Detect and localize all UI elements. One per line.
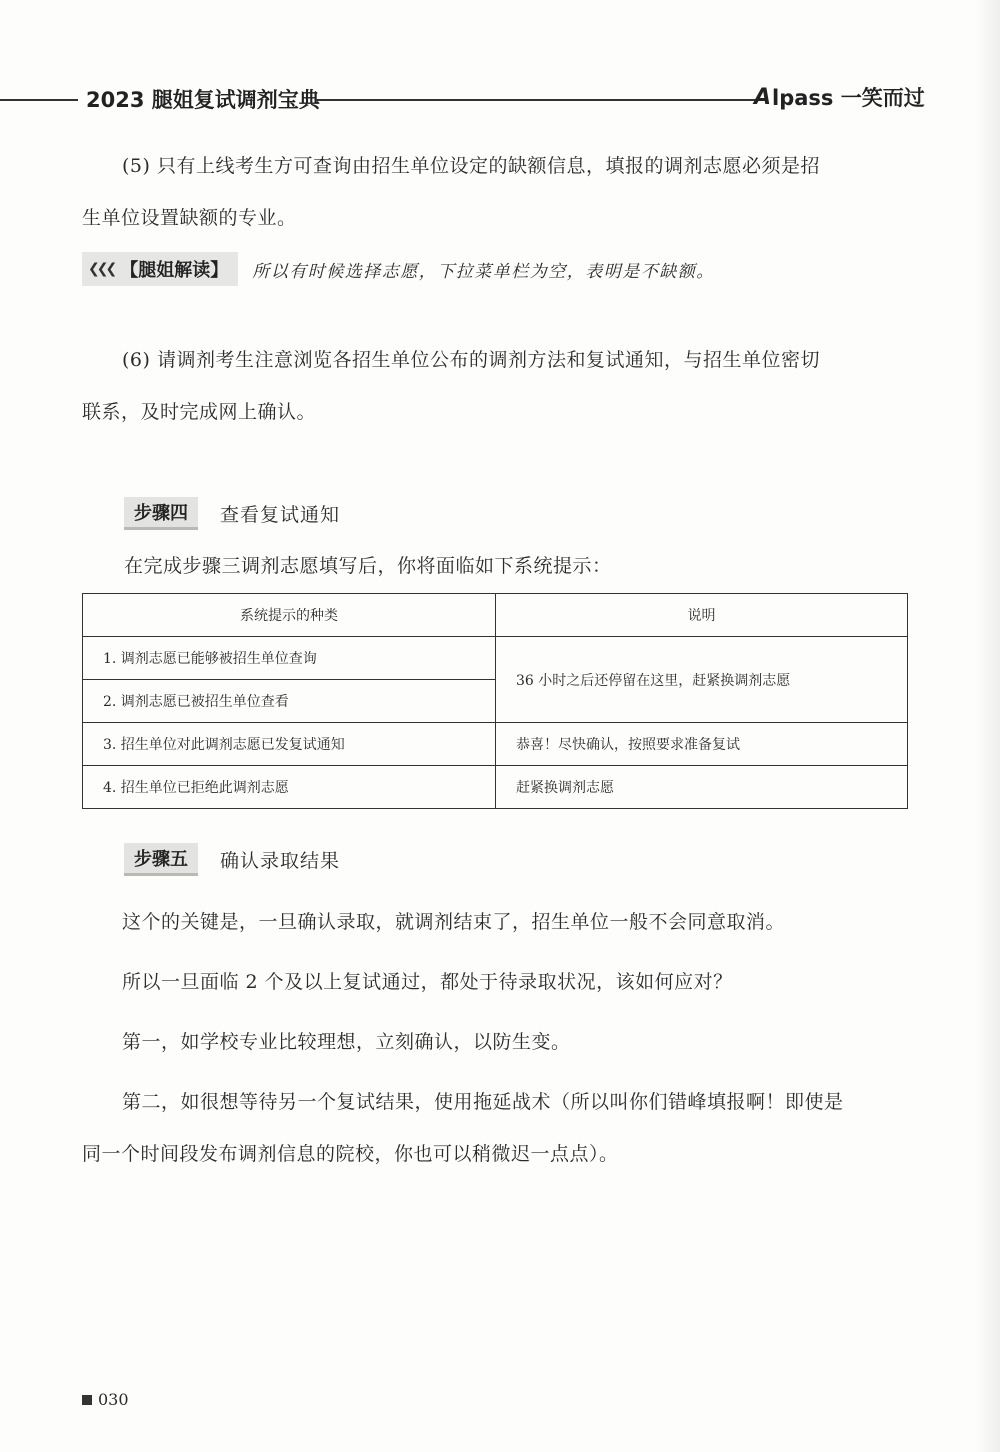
chevrons-left-icon: ❮❮❮ <box>88 261 115 277</box>
step-5-badge: 步骤五 <box>124 843 198 876</box>
commentary-tag: ❮❮❮ 【腿姐解读】 <box>82 252 238 286</box>
page-number: 030 <box>82 1390 129 1409</box>
paragraph-5-line-1: (5) 只有上线考生方可查询由招生单位设定的缺额信息，填报的调剂志愿必须是招 <box>122 155 820 177</box>
step-4-label: 查看复试通知 <box>220 503 341 526</box>
header-rule-left <box>0 99 78 101</box>
table-row <box>83 766 908 809</box>
step-5-body <box>82 892 908 1184</box>
paragraph-6 <box>82 334 908 438</box>
header-rule-middle <box>316 99 756 101</box>
step-5-label: 确认录取结果 <box>220 849 341 872</box>
step-5-line: 这个的关键是，一旦确认录取，就调剂结束了，招生单位一般不会同意取消。 <box>122 911 786 933</box>
table-cell-description: 36 小时之后还停留在这里，赶紧换调剂志愿 <box>496 637 908 723</box>
brand-logo <box>754 82 925 112</box>
system-prompt-table <box>82 593 908 809</box>
table-header-type: 系统提示的种类 <box>83 594 496 637</box>
table-cell-type: 3. 招生单位对此调剂志愿已发复试通知 <box>83 723 496 766</box>
brand-text: lpass 一笑而过 <box>772 86 925 110</box>
table-row <box>83 723 908 766</box>
step-5-line: 所以一旦面临 2 个及以上复试通过，都处于待录取状况，该如何应对？ <box>122 971 733 993</box>
step-5-heading <box>124 841 340 877</box>
square-bullet-icon <box>82 1395 92 1405</box>
step-5-line: 第一，如学校专业比较理想，立刻确认，以防生变。 <box>122 1031 571 1053</box>
commentary-note <box>82 252 715 286</box>
running-header <box>0 80 1000 120</box>
commentary-text: 所以有时候选择志愿，下拉菜单栏为空，表明是不缺额。 <box>252 261 715 282</box>
table-cell-type: 2. 调剂志愿已被招生单位查看 <box>83 680 496 723</box>
table-header-description: 说明 <box>496 594 908 637</box>
paragraph-5 <box>82 140 908 244</box>
step-5-line: 同一个时间段发布调剂信息的院校，你也可以稍微迟一点点）。 <box>82 1143 619 1165</box>
table-cell-description: 恭喜！尽快确认，按照要求准备复试 <box>496 723 908 766</box>
table-cell-type: 1. 调剂志愿已能够被招生单位查询 <box>83 637 496 680</box>
step-4-badge: 步骤四 <box>124 497 198 530</box>
table-row <box>83 637 908 680</box>
paragraph-6-line-2: 联系，及时完成网上确认。 <box>82 401 317 423</box>
table-cell-type: 4. 招生单位已拒绝此调剂志愿 <box>83 766 496 809</box>
paragraph-5-line-2: 生单位设置缺额的专业。 <box>82 207 297 229</box>
brand-logo-icon: A <box>754 84 772 110</box>
table-cell-description: 赶紧换调剂志愿 <box>496 766 908 809</box>
paragraph-6-line-1: (6) 请调剂考生注意浏览各招生单位公布的调剂方法和复试通知，与招生单位密切 <box>122 349 820 371</box>
book-title: 2023 腿姐复试调剂宝典 <box>86 88 320 112</box>
step-5-line: 第二，如很想等待另一个复试结果，使用拖延战术（所以叫你们错峰填报啊！即使是 <box>122 1091 844 1113</box>
table-header-row <box>83 594 908 637</box>
step-4-heading <box>124 495 340 531</box>
page-edge-shadow <box>976 0 1000 1452</box>
step-4-intro: 在完成步骤三调剂志愿填写后，你将面临如下系统提示： <box>124 555 612 577</box>
